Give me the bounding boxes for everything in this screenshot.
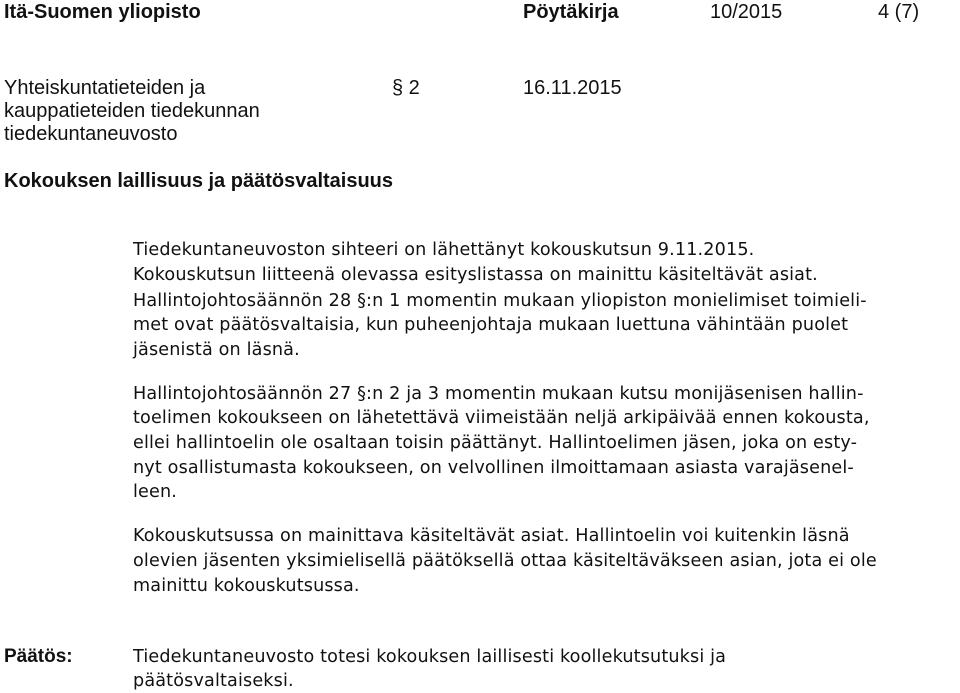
paragraph-2-line: leen. [133,482,178,502]
document-type: Pöytäkirja [523,1,619,23]
paragraph-2-line: nyt osallistumasta kokoukseen, on velvollinen ilmoittamaan asiasta varajäsenel- [133,458,854,478]
paragraph-1-line: jäsenistä on läsnä. [133,340,300,360]
decision-text-line: Tiedekuntaneuvosto totesi kokouksen laillisesti koollekutsutuksi ja [133,647,727,667]
paragraph-2-line: ellei hallintoelin ole osaltaan toisin päättänyt. Hallintoelimen jäsen, joka on esty- [133,433,858,453]
document-number: 10/2015 [710,1,783,23]
paragraph-2-line: toelimen kokoukseen on lähetettävä viimeistään neljä arkipäivää ennen kokousta, [133,408,870,428]
paragraph-3-line: mainittu kokouskutsussa. [133,576,360,596]
section-number: § 2 [392,77,420,99]
decision-label: Päätös: [4,646,73,667]
paragraph-1-line: Hallintojohtosäännön 28 §:n 1 momentin mukaan yliopiston monielimiset toimieli- [133,291,867,311]
meeting-body-line: Yhteiskuntatieteiden ja [4,77,206,99]
paragraph-2-line: Hallintojohtosäännön 27 §:n 2 ja 3 momentin mukaan kutsu monijäsenisen hallin- [133,384,864,404]
page-number: 4 (7) [878,1,920,23]
meeting-date: 16.11.2015 [523,77,622,99]
university-name: Itä-Suomen yliopisto [4,1,201,23]
paragraph-3-line: Kokouskutsussa on mainittava käsiteltävät asiat. Hallintoelin voi kuitenkin läsnä [133,526,850,546]
meeting-body-line: kauppatieteiden tiedekunnan [4,100,260,122]
meeting-body-line: tiedekuntaneuvosto [4,123,178,145]
paragraph-3-line: olevien jäsenten yksimielisellä päätöksellä ottaa käsiteltäväkseen asian, jota ei ole [133,551,877,571]
section-title: Kokouksen laillisuus ja päätösvaltaisuus [4,170,394,192]
paragraph-1-line: met ovat päätösvaltaisia, kun puheenjohtaja mukaan luettuna vähintään puolet [133,315,849,335]
paragraph-1-line: Tiedekuntaneuvoston sihteeri on lähettänyt kokouskutsun 9.11.2015. [133,240,755,260]
decision-text-line: päätösvaltaiseksi. [133,671,294,691]
paragraph-1-line: Kokouskutsun liitteenä olevassa esityslistassa on mainittu käsiteltävät asiat. [133,265,818,285]
